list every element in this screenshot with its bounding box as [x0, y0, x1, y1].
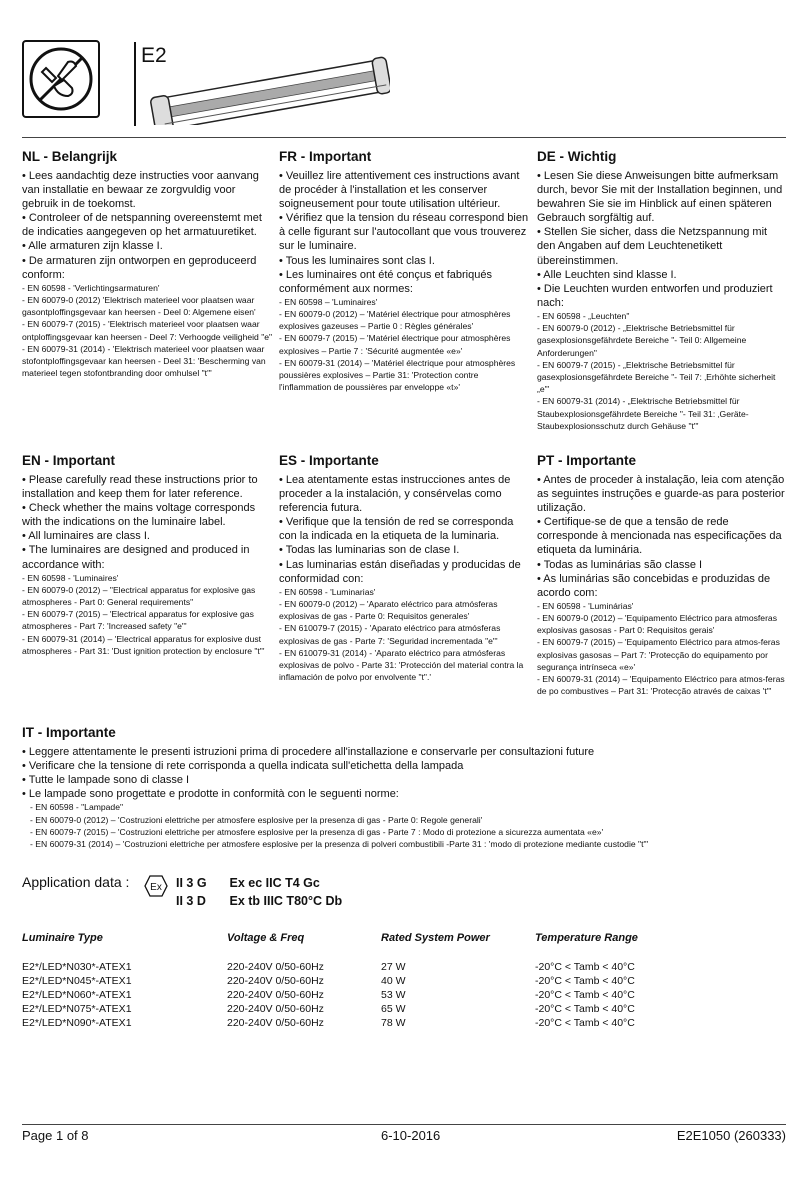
standard-item: - EN 60598 - "Lampade" [30, 802, 124, 813]
standard-item: - EN 60079-7 (2015) - „Elektrische Betriebsmittel für gasexplosionsgefährdete Bereiche "- Teil 7: ‚Erhöhte sicherheit „e"' [537, 359, 776, 395]
luminaire-illustration [140, 50, 390, 130]
standard-item: - EN 60598 – 'Luminaires' [279, 296, 378, 307]
bullet: • Certifique-se de que a tensão de rede corresponde à mencionada nas especificações da etiqueta da luminária. [537, 516, 782, 557]
section-nl [22, 148, 274, 379]
standard-item: - EN 60079-31 (2014) – 'Electrical apparatus for explosive dust atmospheres - Part 31: 'Dust ignition protection by enclosure "t"' [22, 633, 265, 656]
standard-item: - EN 60598 - 'Luminarias' [279, 586, 376, 597]
standard-item: - EN 60079-31 (2014) – 'Equipamento Eléctrico para atmos-feras de po combustives – Part 31: 'Protecção através de caixas 't"' [537, 674, 785, 697]
bullet: • Tous les luminaires sont clas I. [279, 254, 435, 267]
standard-item: - EN 60079-0 (2012) 'Elektrisch materieel voor plaatsen waar gasontploffingsgevaar kan heersen - Deel 0: Algemene eisen' [22, 294, 256, 318]
document-date: 6-10-2016 [381, 1128, 441, 1143]
standard-item: - EN 60079-0 (2012) – 'Equipamento Eléctrico para atmosferas explosivas gasosas - Part 0: Requisitos gerais' [537, 613, 778, 636]
table-cell: E2*/LED*N030*-ATEX1 [22, 961, 132, 973]
table-cell: E2*/LED*N075*-ATEX1 [22, 1003, 132, 1015]
ex-symbol-text: Ex [150, 882, 162, 893]
bullet: • De armaturen zijn ontworpen en geproduceerd conform: [22, 254, 257, 281]
section-pt [537, 452, 787, 697]
bullet: • Lees aandachtig deze instructies voor aanvang van installatie en bewaar ze zorgvuldig voor gebruik in de toekomst. [22, 170, 259, 211]
standard-item: - EN 60598 - 'Luminaires' [22, 572, 119, 583]
bullet: • Verificare che la tensione di rete corrisponda a quella indicata sull'etichetta della lampada [22, 760, 464, 773]
standard-item: - EN 60079-7 (2015) – 'Electrical apparatus for explosive gas atmospheres - Part 7: 'Increased safety "e"' [22, 609, 254, 632]
standard-item: - EN 60079-0 (2012) – "Electrical apparatus for explosive gas atmospheres - Part 0: General requirements" [22, 584, 256, 608]
table-cell: 53 W [381, 989, 406, 1001]
bullet: • Vérifiez que la tension du réseau correspond bien à celle figurant sur l'autocollant que vous trouverez sur le luminaire. [279, 212, 529, 253]
ex-hexagon-icon [144, 875, 168, 902]
bullet: • Stellen Sie sicher, dass die Netzspannung mit den Angaben auf dem Leuchtenetikett übereinstimmen. [537, 226, 768, 267]
document-reference: E2E1050 (260333) [676, 1128, 786, 1143]
bullet: • Please carefully read these instructions prior to installation and keep them for later reference. [22, 474, 258, 501]
standard-item: - EN 60079-7 (2015) - 'Elektrisch materieel voor plaatsen waar ontploffingsgevaar kan heersen - Deel 7: Verhoogde veiligheid "e" [22, 319, 273, 342]
section-title: DE - Wichtig [537, 149, 617, 164]
bullet: • Todas las luminarias son de clase I. [279, 544, 460, 557]
table-cell: -20°C < Tamb < 40°C [535, 975, 635, 987]
col-header-power: Rated System Power [381, 932, 490, 944]
standard-item: - EN 60598 - „Leuchten" [537, 310, 630, 321]
standard-item: - EN 60598 - 'Verlichtingsarmaturen' [22, 282, 160, 293]
application-data-label: Application data : [22, 874, 130, 890]
standard-item: - EN 60079-7 (2015) – 'Costruzioni elettriche per atmosfere esplosive per la presenza di gas - Parte 7 : Modo di protezione a sicurezza aumentata «e»' [30, 826, 604, 837]
section-title: FR - Important [279, 149, 372, 164]
section-it [22, 724, 786, 850]
table-cell: 27 W [381, 961, 406, 973]
standard-item: - EN 60598 - 'Luminárias' [537, 600, 634, 611]
table-cell: E2*/LED*N060*-ATEX1 [22, 989, 132, 1001]
section-title: NL - Belangrijk [22, 149, 118, 164]
standard-item: - EN 610079-31 (2014) - 'Aparato eléctrico para atmósferas explosivas de polvo - Parte 31: 'Protección del material contra la inflamación de polvo por envolvente "t".' [279, 647, 524, 683]
bullet: • Die Leuchten wurden entworfen und produziert nach: [537, 282, 773, 309]
page-number: Page 1 of 8 [22, 1128, 89, 1143]
table-cell: 220-240V 0/50-60Hz [227, 975, 324, 987]
bullet: • Veuillez lire attentivement ces instructions avant de procéder à l'installation et les conserver soigneusement pour toute utilisation ultérieur. [279, 170, 520, 211]
section-title: PT - Importante [537, 453, 637, 468]
col-header-type: Luminaire Type [22, 932, 103, 944]
table-cell: 220-240V 0/50-60Hz [227, 961, 324, 973]
bullet: • Las luminarias están diseñadas y producidas de conformidad con: [279, 558, 521, 585]
standard-item: - EN 60079-31 (2014) – 'Costruzioni elettriche per atmosfere esplosive per la presenza di polveri combustibili -Parte 31 : 'modo di protezione mediante custodie "t"' [30, 838, 649, 849]
bullet: • Check whether the mains voltage corresponds with the indications on the luminaire label. [22, 502, 256, 529]
header-divider [134, 42, 136, 126]
standard-item: - EN 60079-0 (2012) - „Elektrische Betriebsmittel für gasexplosionsgefährdete Bereiche "- Teil 0: Allgemeine Anforderungen" [537, 323, 747, 358]
standard-item: - EN 60079-7 (2015) – 'Equipamento Eléctrico para atmos-feras explosivas gasosas – Part 7: 'Protecção do equipamento por segurança intrínseca «e»' [537, 637, 780, 672]
bullet: • Le lampade sono progettate e prodotte in conformità con le seguenti norme: [22, 788, 399, 801]
table-cell: E2*/LED*N090*-ATEX1 [22, 1017, 132, 1029]
bullet: • As luminárias são concebidas e produzidas de acordo com: [537, 572, 771, 599]
bullet: • Alle Leuchten sind klasse I. [537, 268, 677, 281]
section-de [537, 148, 787, 432]
table-cell: -20°C < Tamb < 40°C [535, 961, 635, 973]
bullet: • Controleer of de netspanning overeenstemt met de indicaties aangegeven op het armatuuretiket. [22, 212, 262, 239]
table-cell: 220-240V 0/50-60Hz [227, 989, 324, 1001]
col-header-temp: Temperature Range [535, 932, 638, 944]
section-title: IT - Importante [22, 725, 116, 740]
bullet: • All luminaires are class I. [22, 530, 150, 543]
standard-item: - EN 60079-31 (2014) - 'Elektrisch materieel voor plaatsen waar stofontploffingsgevaar kan heersen - Deel 31: 'Bescherming van materieel tegen stofontbranding door omhulsel "t"' [22, 343, 266, 379]
standard-item: - EN 60079-0 (2012) – 'Costruzioni elettriche per atmosfere esplosive per la presenza di gas - Parte 0: Regole generali' [30, 814, 483, 825]
gas-marking-line [176, 876, 320, 890]
col-header-voltage: Voltage & Freq [227, 932, 305, 944]
bullet: • Tutte le lampade sono di classe I [22, 774, 190, 787]
model-code: E2 [141, 44, 167, 67]
section-fr [279, 148, 531, 393]
section-title: EN - Important [22, 453, 115, 468]
table-cell: -20°C < Tamb < 40°C [535, 1003, 635, 1015]
section-title: ES - Importante [279, 453, 379, 468]
table-cell: -20°C < Tamb < 40°C [535, 1017, 635, 1029]
table-cell: -20°C < Tamb < 40°C [535, 989, 635, 1001]
dust-group: II 3 D [176, 894, 206, 908]
table-cell: 220-240V 0/50-60Hz [227, 1017, 324, 1029]
footer-rule [22, 1124, 786, 1125]
table-cell: E2*/LED*N045*-ATEX1 [22, 975, 132, 987]
table-cell: 40 W [381, 975, 406, 987]
dust-marking-line [176, 894, 342, 908]
bullet: • The luminaires are designed and produced in accordance with: [22, 544, 250, 571]
standard-item: - EN 60079-0 (2012) – 'Aparato eléctrico para atmósferas explosivas de gas - Parte 0: Requisitos generales' [279, 598, 498, 622]
standard-item: - EN 60079-7 (2015) – 'Matériel électrique pour atmosphères explosives – Partie 7 : 'Sécurité augmentée «e»' [279, 333, 511, 356]
bullet: • Alle armaturen zijn klasse I. [22, 240, 163, 253]
standard-item: - EN 60079-0 (2012) – 'Matériel électrique pour atmosphères explosives gazeuses – Partie 0 : Règles générales' [279, 309, 511, 332]
header-rule [22, 137, 786, 138]
standard-item: - EN 60079-31 (2014) – 'Matériel électrique pour atmosphères poussières explosives – Partie 31: 'Protection contre l'inflammation de poussières par enveloppe «t»' [279, 357, 516, 393]
bullet: • Verifique que la tensión de red se corresponda con la indicada en la etiqueta de la luminaria. [279, 516, 514, 543]
bullet: • Lea atentamente estas instrucciones antes de proceder a la instalación, y consérvelas como referencia futura. [279, 474, 511, 515]
bullet: • Todas as luminárias são classe I [537, 558, 703, 571]
bullet: • Les luminaires ont été conçus et fabriqués conformément aux normes: [279, 268, 492, 295]
diy-prohibited-icon [22, 40, 100, 118]
standard-item: - EN 610079-7 (2015) - 'Aparato eléctrico para atmósferas explosivas de gas - Parte 7: 'Seguridad incrementada "e"' [279, 623, 501, 646]
gas-group: II 3 G [176, 876, 207, 890]
bullet: • Leggere attentamente le presenti istruzioni prima di procedere all'installazione e conservarle per consultazioni future [22, 746, 595, 758]
bullet: • Antes de proceder à instalação, leia com atenção as seguintes instruções e guarde-as para posterior utilização. [537, 474, 785, 515]
standard-item: - EN 60079-31 (2014) - „Elektrische Betriebsmittel für Staubexplosionsgefährdete Bereiche "- Teil 31: ‚Geräte-Staubexplosionsschutz durch Gehäuse "t"' [537, 396, 749, 431]
table-cell: 78 W [381, 1017, 406, 1029]
gas-code: Ex ec IIC T4 Gc [229, 876, 320, 890]
section-en [22, 452, 274, 657]
table-cell: 65 W [381, 1003, 406, 1015]
dust-code: Ex tb IIIC T80°C Db [229, 894, 343, 908]
section-es [279, 452, 531, 683]
bullet: • Lesen Sie diese Anweisungen bitte aufmerksam durch, bevor Sie mit der Installation beginnen, und bewahren Sie sie im Hinblick auf einen späteren Gebrauch sorgfältig auf. [537, 170, 783, 225]
table-cell: 220-240V 0/50-60Hz [227, 1003, 324, 1015]
